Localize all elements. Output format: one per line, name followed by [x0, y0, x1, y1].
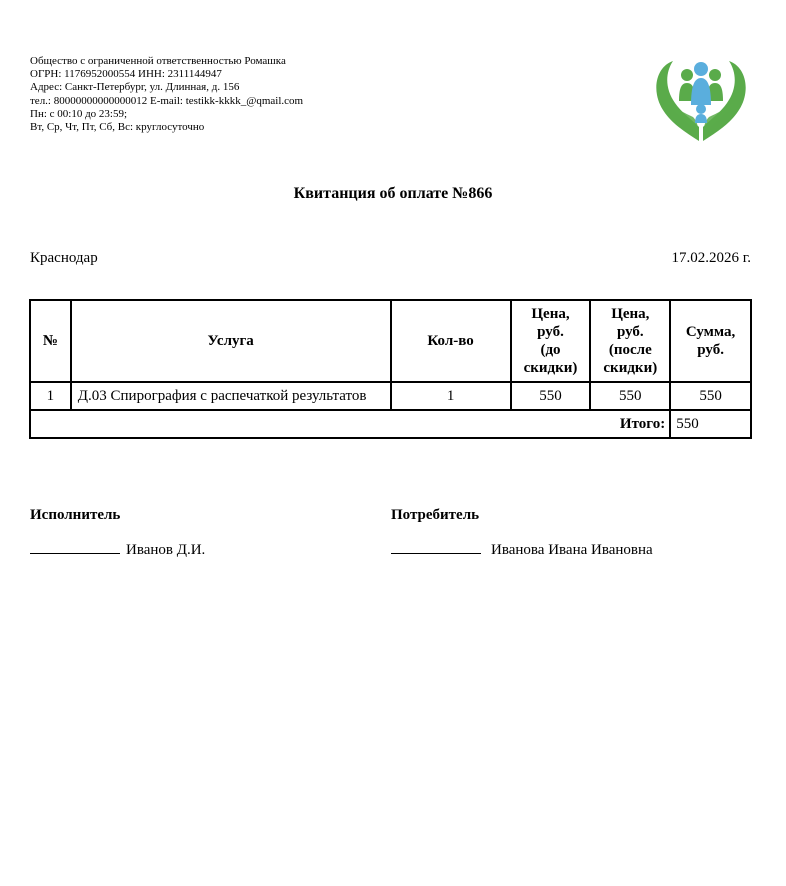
- executor-signature: [30, 540, 205, 559]
- header-price-before-line-2: руб.: [537, 324, 564, 340]
- header-number: №: [30, 300, 71, 382]
- company-hours-monday: Пн: с 00:10 до 23:59;: [30, 107, 128, 120]
- executor-name: Иванов Д.И.: [126, 542, 206, 558]
- executor-title: Исполнитель: [30, 507, 121, 523]
- header-price-after-line-3: (после: [608, 342, 652, 358]
- company-hours-week: Вт, Ср, Чт, Пт, Сб, Вс: круглосуточно: [30, 121, 205, 134]
- table-header-row: [30, 300, 751, 382]
- company-contacts: тел.: 80000000000000012 E-mail: testikk-kkkk_@qmail.com: [30, 94, 304, 107]
- services-table: [29, 299, 752, 439]
- header-sum-line-1: Сумма,: [685, 324, 736, 340]
- header-price-before-discount: [511, 300, 591, 382]
- logo-figure-center-head: [694, 62, 708, 76]
- header-service: Услуга: [71, 300, 391, 382]
- header-price-after-line-4: скидки): [603, 360, 658, 376]
- logo-figure-left-head: [681, 69, 693, 81]
- header-price-after-line-1: Цена,: [611, 306, 650, 322]
- row-number: 1: [30, 382, 71, 410]
- consumer-signature: [391, 540, 653, 559]
- executor-signature-line: [30, 540, 120, 554]
- total-label: Итого:: [30, 410, 670, 438]
- logo-figure-right-head: [709, 69, 721, 81]
- company-name: Общество с ограниченной ответственностью Ромашка: [30, 55, 286, 67]
- company-registration: ОГРН: 1176952000554 ИНН: 2311144947: [30, 68, 222, 81]
- header-sum: [670, 300, 751, 382]
- consumer-name: Иванова Ивана Ивановна: [491, 542, 653, 558]
- logo-figure-child-body: [695, 114, 707, 123]
- row-price-after: 550: [590, 382, 670, 410]
- header-sum-line-2: руб.: [697, 342, 724, 358]
- receipt-title: Квитанция об оплате №866: [293, 185, 493, 202]
- consumer-signature-line: [391, 540, 481, 554]
- table-row: [30, 382, 751, 410]
- header-price-before-line-1: Цена,: [531, 306, 570, 322]
- receipt-date: 17.02.2026 г.: [671, 250, 751, 266]
- logo-figure-center-body: [691, 78, 711, 105]
- company-address: Адрес: Санкт-Петербург, ул. Длинная, д. 156: [30, 81, 240, 94]
- total-value: 550: [670, 410, 751, 438]
- header-price-before-line-4: скидки): [523, 360, 578, 376]
- heart-hands-family-logo-icon: [653, 57, 749, 145]
- header-quantity: Кол-во: [391, 300, 511, 382]
- header-price-before-line-3: (до: [540, 342, 561, 358]
- company-info: [30, 55, 303, 134]
- consumer-title: Потребитель: [391, 507, 480, 523]
- header-price-after-discount: [590, 300, 670, 382]
- header-price-after-line-2: руб.: [616, 324, 644, 340]
- row-quantity: 1: [391, 382, 511, 410]
- total-row: [30, 410, 751, 438]
- city: Краснодар: [30, 250, 98, 266]
- logo-figure-child-head: [696, 104, 706, 114]
- row-service: Д.03 Спирография с распечаткой результатов: [71, 382, 391, 410]
- row-sum: 550: [670, 382, 751, 410]
- row-price-before: 550: [511, 382, 591, 410]
